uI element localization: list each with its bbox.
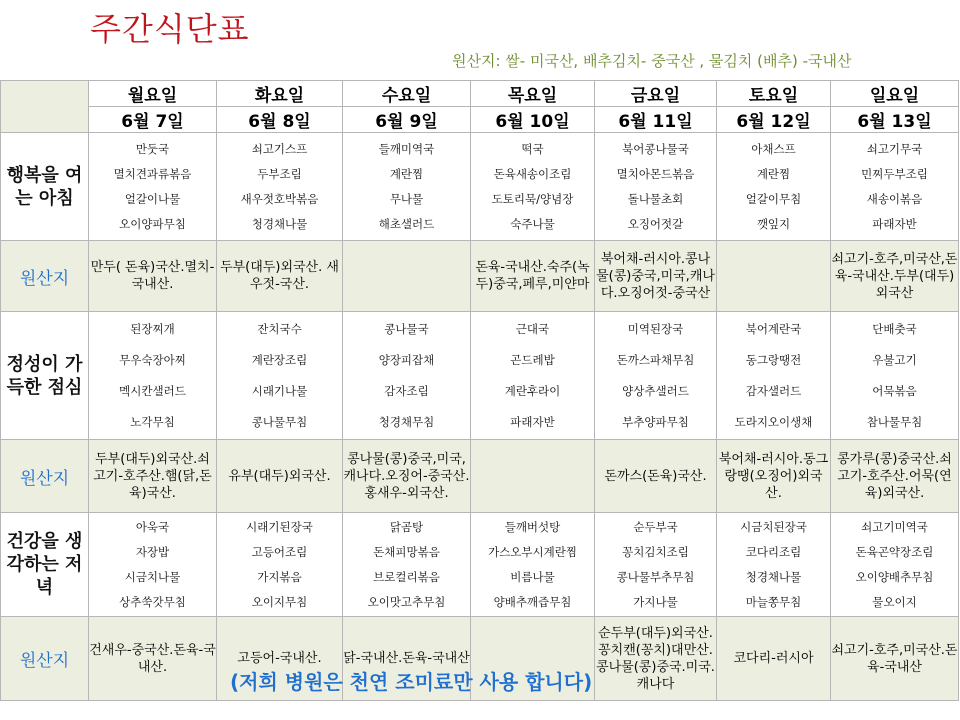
dish-item: 잔치국수 <box>257 321 302 336</box>
origin-label: 원산지 <box>1 617 89 701</box>
dish-item: 콩나물국 <box>384 321 429 336</box>
dish-item: 우불고기 <box>872 352 917 367</box>
dish-item: 계란후라이 <box>504 383 561 398</box>
dish-item: 도라지오이생채 <box>734 414 813 429</box>
dish-item: 부추양파무침 <box>622 414 689 429</box>
origin-label: 원산지 <box>1 241 89 312</box>
footer-note: (저희 병원은 천연 조미료만 사용 합니다) <box>230 670 593 694</box>
dish-item: 돈육새송이조림 <box>493 166 572 181</box>
breakfast-menu-cell <box>217 133 343 241</box>
breakfast-menu-cell <box>471 133 595 241</box>
dish-item: 멸치견과류볶음 <box>113 166 192 181</box>
origin-cell: 코다리-러시아 <box>717 617 831 701</box>
dish-item: 청경채나물 <box>251 216 308 231</box>
origin-cell: 두부(대두)외국산.쇠고기-호주산.햄(닭,돈육)국산. <box>89 440 217 513</box>
lunch-menu-cell <box>717 312 831 440</box>
date-header: 6월 8일 <box>217 107 343 133</box>
origin-cell: 콩가루(콩)중국산.쇠고기-호주산.어묵(연육)외국산. <box>831 440 959 513</box>
dish-item: 들깨미역국 <box>378 141 435 156</box>
dinner-menu-cell <box>595 513 717 617</box>
dish-item: 새송이볶음 <box>866 191 923 206</box>
dish-item: 계란찜 <box>389 166 424 181</box>
dish-item: 마늘쫑무침 <box>745 594 802 609</box>
dinner-label: 건강을 생각하는 저녁 <box>1 513 89 617</box>
day-header: 일요일 <box>831 81 959 107</box>
dish-item: 계란찜 <box>756 166 791 181</box>
dish-item: 양장피잡채 <box>378 352 435 367</box>
origin-label: 원산지 <box>1 440 89 513</box>
origin-cell: 두부(대두)외국산. 새우젓-국산. <box>217 241 343 312</box>
origin-note: 원산지: 쌀- 미국산, 배추김치- 중국산 , 물김치 (배추) -국내산 <box>452 52 852 70</box>
dish-item: 돈육곤약장조림 <box>855 544 934 559</box>
origin-cell: 콩나물(콩)중국,미국,캐나다.오징어-중국산.홍새우-외국산. <box>343 440 471 513</box>
dish-item: 양상추샐러드 <box>622 383 689 398</box>
dish-item: 된장찌개 <box>130 321 175 336</box>
lunch-menu-cell <box>343 312 471 440</box>
dish-item: 얼갈이나물 <box>124 191 181 206</box>
dish-item: 상추쑥갓무침 <box>119 594 186 609</box>
dish-item: 쇠고기스프 <box>251 141 308 156</box>
dinner-menu-cell <box>831 513 959 617</box>
dish-item: 새우젓호박볶음 <box>240 191 319 206</box>
origin-cell: 돈까스(돈육)국산. <box>595 440 717 513</box>
origin-cell: 고등어-국내산. <box>217 617 343 701</box>
dish-item: 돈까스파채무침 <box>616 352 695 367</box>
breakfast-menu-cell <box>89 133 217 241</box>
breakfast-menu-cell <box>831 133 959 241</box>
dish-item: 깻잎지 <box>756 216 791 231</box>
dish-item: 콩나물무침 <box>251 414 308 429</box>
origin-cell <box>343 241 471 312</box>
dish-item: 동그랑땡전 <box>745 352 802 367</box>
dish-item: 쇠고기무국 <box>866 141 923 156</box>
dish-item: 두부조림 <box>257 166 302 181</box>
dish-item: 계란장조림 <box>251 352 308 367</box>
dish-item: 북어콩나물국 <box>622 141 689 156</box>
dish-item: 감자조림 <box>384 383 429 398</box>
day-header-row <box>1 81 959 107</box>
dish-item: 아욱국 <box>135 519 170 534</box>
dish-item: 청경채무침 <box>378 414 435 429</box>
dish-item: 들깨버섯탕 <box>504 519 561 534</box>
breakfast-row <box>1 133 959 241</box>
lunch-menu-cell <box>217 312 343 440</box>
date-header-row <box>1 107 959 133</box>
dish-item: 순두부국 <box>633 519 678 534</box>
breakfast-menu-cell <box>717 133 831 241</box>
dinner-menu-cell <box>217 513 343 617</box>
corner-cell <box>1 81 89 133</box>
dish-item: 오이맛고추무침 <box>367 594 446 609</box>
origin-cell: 닭-국내산.돈육-국내산 <box>343 617 471 701</box>
page-title: 주간식단표 <box>90 10 250 48</box>
dish-item: 얼갈이무침 <box>745 191 802 206</box>
origin-cell: 순두부(대두)외국산.꽁치캔(꽁치)대만산.콩나물(콩)중국.미국.캐나다 <box>595 617 717 701</box>
dish-item: 만둣국 <box>135 141 170 156</box>
breakfast-menu-cell <box>595 133 717 241</box>
lunch-menu-cell <box>89 312 217 440</box>
dish-item: 파래자반 <box>510 414 555 429</box>
dish-item: 멸치아몬드볶음 <box>616 166 695 181</box>
dish-item: 시래기된장국 <box>246 519 313 534</box>
dish-item: 꽁치김치조림 <box>622 544 689 559</box>
origin-cell: 북어채-러시아.콩나물(콩)중국,미국,캐나다.오징어젓-중국산 <box>595 241 717 312</box>
date-header: 6월 10일 <box>471 107 595 133</box>
dish-item: 참나물무침 <box>866 414 923 429</box>
day-header: 금요일 <box>595 81 717 107</box>
dish-item: 가지나물 <box>633 594 678 609</box>
dish-item: 돌나물초회 <box>627 191 684 206</box>
origin-cell: 북어채-러시아.동그랑땡(오징어)외국산. <box>717 440 831 513</box>
origin-cell: 유부(대두)외국산. <box>217 440 343 513</box>
dish-item: 시래기나물 <box>251 383 308 398</box>
dish-item: 코다리조림 <box>745 544 802 559</box>
weekly-menu-table <box>0 80 959 701</box>
day-header: 화요일 <box>217 81 343 107</box>
dish-item: 어묵볶음 <box>872 383 917 398</box>
dish-item: 도토리묵/양념장 <box>491 191 574 206</box>
dish-item: 쇠고기미역국 <box>861 519 928 534</box>
day-header: 수요일 <box>343 81 471 107</box>
dinner-menu-cell <box>343 513 471 617</box>
date-header: 6월 11일 <box>595 107 717 133</box>
origin-cell: 건새우-중국산.돈육-국내산. <box>89 617 217 701</box>
dish-item: 양배추깨즙무침 <box>493 594 572 609</box>
dish-item: 멕시칸샐러드 <box>119 383 186 398</box>
dish-item: 감자샐러드 <box>745 383 802 398</box>
breakfast-origin-row <box>1 241 959 312</box>
lunch-menu-cell <box>831 312 959 440</box>
dish-item: 오징어젓갈 <box>627 216 684 231</box>
dish-item: 고등어조림 <box>251 544 308 559</box>
dish-item: 북어계란국 <box>745 321 802 336</box>
lunch-label: 정성이 가득한 점심 <box>1 312 89 440</box>
dish-item: 미역된장국 <box>627 321 684 336</box>
origin-cell <box>471 440 595 513</box>
dish-item: 브로컬리볶음 <box>373 569 440 584</box>
day-header: 목요일 <box>471 81 595 107</box>
origin-cell <box>717 241 831 312</box>
dish-item: 콩나물부추무침 <box>616 569 695 584</box>
origin-cell: 만두( 돈육)국산.멸치-국내산. <box>89 241 217 312</box>
dish-item: 파래자반 <box>872 216 917 231</box>
dish-item: 물오이지 <box>872 594 917 609</box>
dish-item: 단배춧국 <box>872 321 917 336</box>
date-header: 6월 9일 <box>343 107 471 133</box>
dish-item: 무우숙장아찌 <box>119 352 186 367</box>
dish-item: 근대국 <box>515 321 550 336</box>
origin-cell: 쇠고기-호주,미국산.돈육-국내산 <box>831 617 959 701</box>
dish-item: 떡국 <box>521 141 544 156</box>
dinner-menu-cell <box>717 513 831 617</box>
dish-item: 가스오부시계란찜 <box>488 544 577 559</box>
dish-item: 해초샐러드 <box>378 216 435 231</box>
dish-item: 청경채나물 <box>745 569 802 584</box>
dish-item: 시금치나물 <box>124 569 181 584</box>
lunch-origin-row <box>1 440 959 513</box>
date-header: 6월 7일 <box>89 107 217 133</box>
dish-item: 노각무침 <box>130 414 175 429</box>
dish-item: 오이양배추무침 <box>855 569 934 584</box>
day-header: 월요일 <box>89 81 217 107</box>
dish-item: 아채스프 <box>751 141 796 156</box>
date-header: 6월 12일 <box>717 107 831 133</box>
dinner-menu-cell <box>471 513 595 617</box>
breakfast-menu-cell <box>343 133 471 241</box>
origin-cell: 돈육-국내산.숙주(녹두)중국,페루,미얀마 <box>471 241 595 312</box>
dish-item: 민찌두부조림 <box>861 166 928 181</box>
breakfast-label: 행복을 여는 아침 <box>1 133 89 241</box>
dish-item: 시금치된장국 <box>740 519 807 534</box>
origin-cell: 쇠고기-호주,미국산,돈육-국내산.두부(대두)외국산 <box>831 241 959 312</box>
dish-item: 숙주나물 <box>510 216 555 231</box>
dish-item: 무나물 <box>389 191 424 206</box>
dish-item: 돈채피망볶음 <box>373 544 440 559</box>
date-header: 6월 13일 <box>831 107 959 133</box>
dish-item: 오이양파무침 <box>119 216 186 231</box>
dish-item: 가지볶음 <box>257 569 302 584</box>
dish-item: 자장밥 <box>135 544 170 559</box>
lunch-row <box>1 312 959 440</box>
dinner-row <box>1 513 959 617</box>
lunch-menu-cell <box>595 312 717 440</box>
dish-item: 오이지무침 <box>251 594 308 609</box>
dinner-menu-cell <box>89 513 217 617</box>
lunch-menu-cell <box>471 312 595 440</box>
dish-item: 비름나물 <box>510 569 555 584</box>
dish-item: 곤드레밥 <box>510 352 555 367</box>
dish-item: 닭곰탕 <box>389 519 424 534</box>
day-header: 토요일 <box>717 81 831 107</box>
